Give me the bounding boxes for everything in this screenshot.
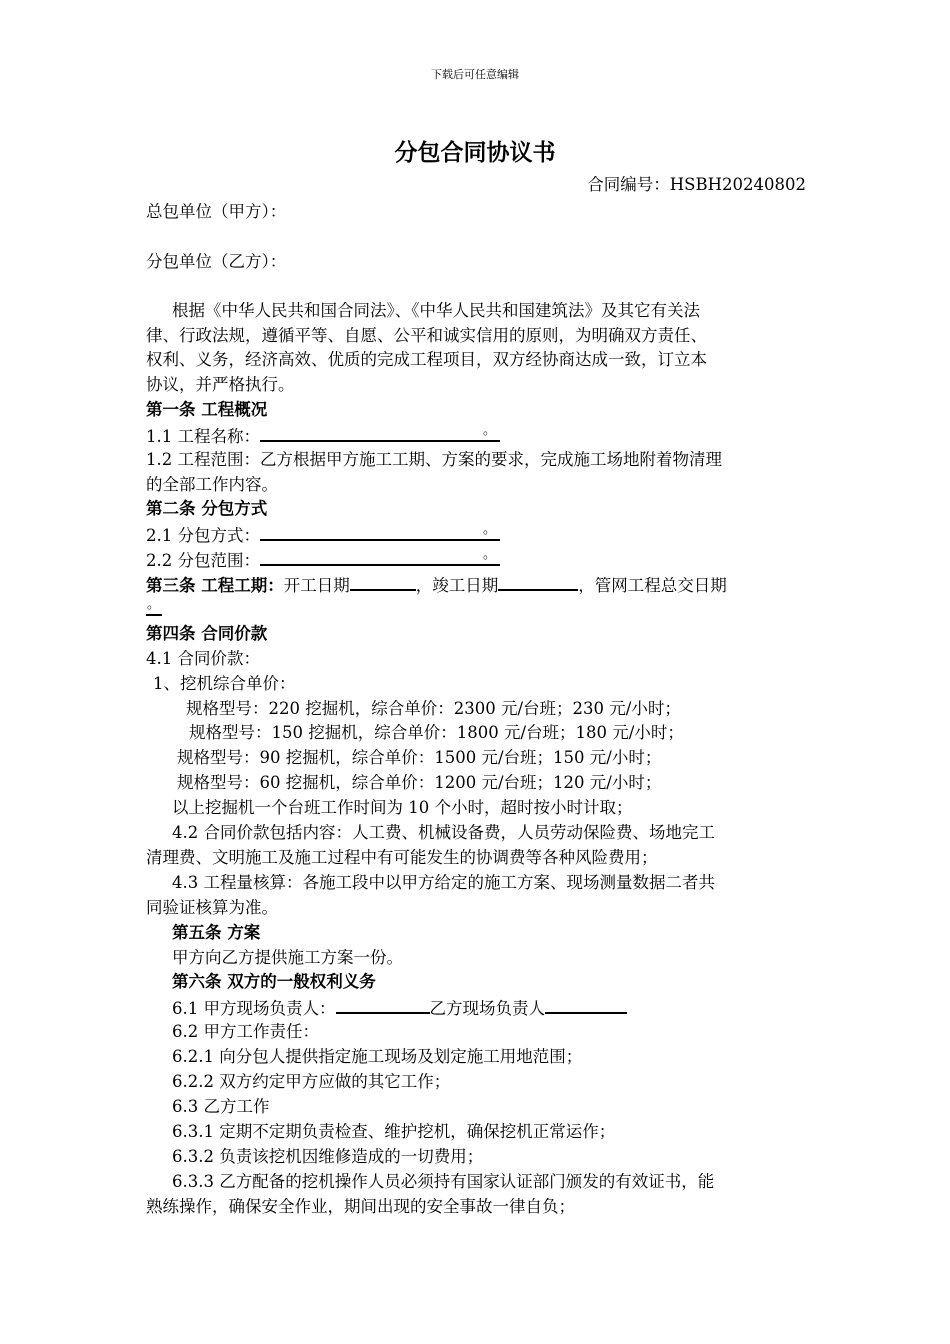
party-a-lead-blank [336,995,430,1014]
shift-note: 以上挖掘机一个台班工作时间为 10 个小时，超时按小时计取； [172,798,633,817]
article-4-heading: 第四条 合同价款 [146,624,268,643]
preamble-line-2: 律、行政法规，遵循平等、自愿、公平和诚实信用的原则，为明确双方责任、 [146,326,707,345]
start-date-blank [350,572,416,591]
article-5-body: 甲方向乙方提供施工方案一份。 [172,948,403,967]
party-b-work-2: 6.3.2 负责该挖机因维修造成的一切费用； [172,1147,484,1166]
finish-date-label: ，竣工日期 [415,576,499,595]
project-name-row [146,423,500,449]
party-a-lead-label: 6.1 甲方现场负责人： [172,999,336,1018]
excavator-unit-price-title: 1、挖机综合单价： [153,674,296,693]
party-b-work-label: 6.3 乙方工作 [172,1097,270,1116]
price-includes-line-2: 清理费、文明施工及施工过程中有可能发生的协调费等各种风险费用； [146,848,658,867]
handover-date-end [146,597,162,623]
article-3-heading: 第三条 工程工期： [146,576,284,595]
header-note: 下载后可任意编辑 [431,68,519,81]
price-includes-line-1: 4.2 合同价款包括内容：人工费、机械设备费，人员劳动保险费、场地完工 [172,823,715,842]
subcontract-range-blank: 。 [260,547,500,566]
article-1-heading: 第一条 工程概况 [146,400,268,419]
party-b-lead-label: 乙方现场负责人 [429,999,545,1018]
contract-price-label: 4.1 合同价款： [146,649,260,668]
excavator-model-60: 规格型号：60 挖掘机，综合单价：1200 元/台班；120 元/小时； [177,773,662,792]
start-date-label: 开工日期 [283,576,350,595]
party-b-work-1: 6.3.1 定期不定期负责检查、维护挖机，确保挖机正常运作； [172,1122,616,1141]
subcontract-mode-row [146,522,500,548]
party-a-duty-1: 6.2.1 向分包人提供指定施工现场及划定施工用地范围； [172,1047,583,1066]
quantity-check-line-1: 4.3 工程量核算：各施工段中以甲方给定的施工方案、现场测量数据二者共 [172,873,715,892]
article-5-heading: 第五条 方案 [172,923,261,942]
scope-line-1: 1.2 工程范围：乙方根据甲方施工工期、方案的要求，完成施工场地附着物清理 [146,450,722,469]
article-2-heading: 第二条 分包方式 [146,499,268,518]
quantity-check-line-2: 同验证核算为准。 [146,898,278,917]
project-name-blank: 。 [260,423,500,442]
preamble-line-1: 根据《中华人民共和国合同法》、《中华人民共和国建筑法》及其它有关法 [172,301,700,320]
subcontract-range-row [146,547,500,573]
party-b-work-3-line-1: 6.3.3 乙方配备的挖机操作人员必须持有国家认证部门颁发的有效证书，能 [172,1172,715,1191]
excavator-model-150: 规格型号：150 挖掘机，综合单价：1800 元/台班；180 元/小时； [189,723,684,742]
article-6-heading: 第六条 双方的一般权利义务 [172,972,376,991]
article-3-row [146,572,727,598]
scope-line-2: 的全部工作内容。 [146,475,278,494]
subcontract-mode-blank: 。 [260,522,500,541]
project-name-label: 1.1 工程名称： [146,427,260,446]
party-b-work-3-line-2: 熟练操作，确保安全作业，期间出现的安全事故一律自负； [146,1197,575,1216]
site-leads-row [172,995,627,1021]
preamble-line-4: 协议，并严格执行。 [146,375,295,394]
document-title: 分包合同协议书 [394,139,556,166]
party-a-duty-2: 6.2.2 双方约定甲方应做的其它工作； [172,1072,451,1091]
subcontract-mode-label: 2.1 分包方式： [146,526,260,545]
party-a-label: 总包单位（甲方）： [146,202,287,221]
excavator-model-220: 规格型号：220 挖掘机，综合单价：2300 元/台班；230 元/小时； [186,699,681,718]
finish-date-blank [498,572,578,591]
excavator-model-90: 规格型号：90 挖掘机，综合单价：1500 元/台班；150 元/小时； [177,748,662,767]
handover-date-blank: 。 [146,597,162,616]
party-a-duty-label: 6.2 甲方工作责任： [172,1022,319,1041]
handover-date-label: ，管网工程总交日期 [578,576,727,595]
subcontract-range-label: 2.2 分包范围： [146,551,260,570]
contract-number: 合同编号：HSBH20240802 [587,175,806,194]
party-b-lead-blank [545,995,627,1014]
preamble-line-3: 权利、义务，经济高效、优质的完成工程项目，双方经协商达成一致，订立本 [146,350,707,369]
party-b-label: 分包单位（乙方）： [146,252,287,271]
